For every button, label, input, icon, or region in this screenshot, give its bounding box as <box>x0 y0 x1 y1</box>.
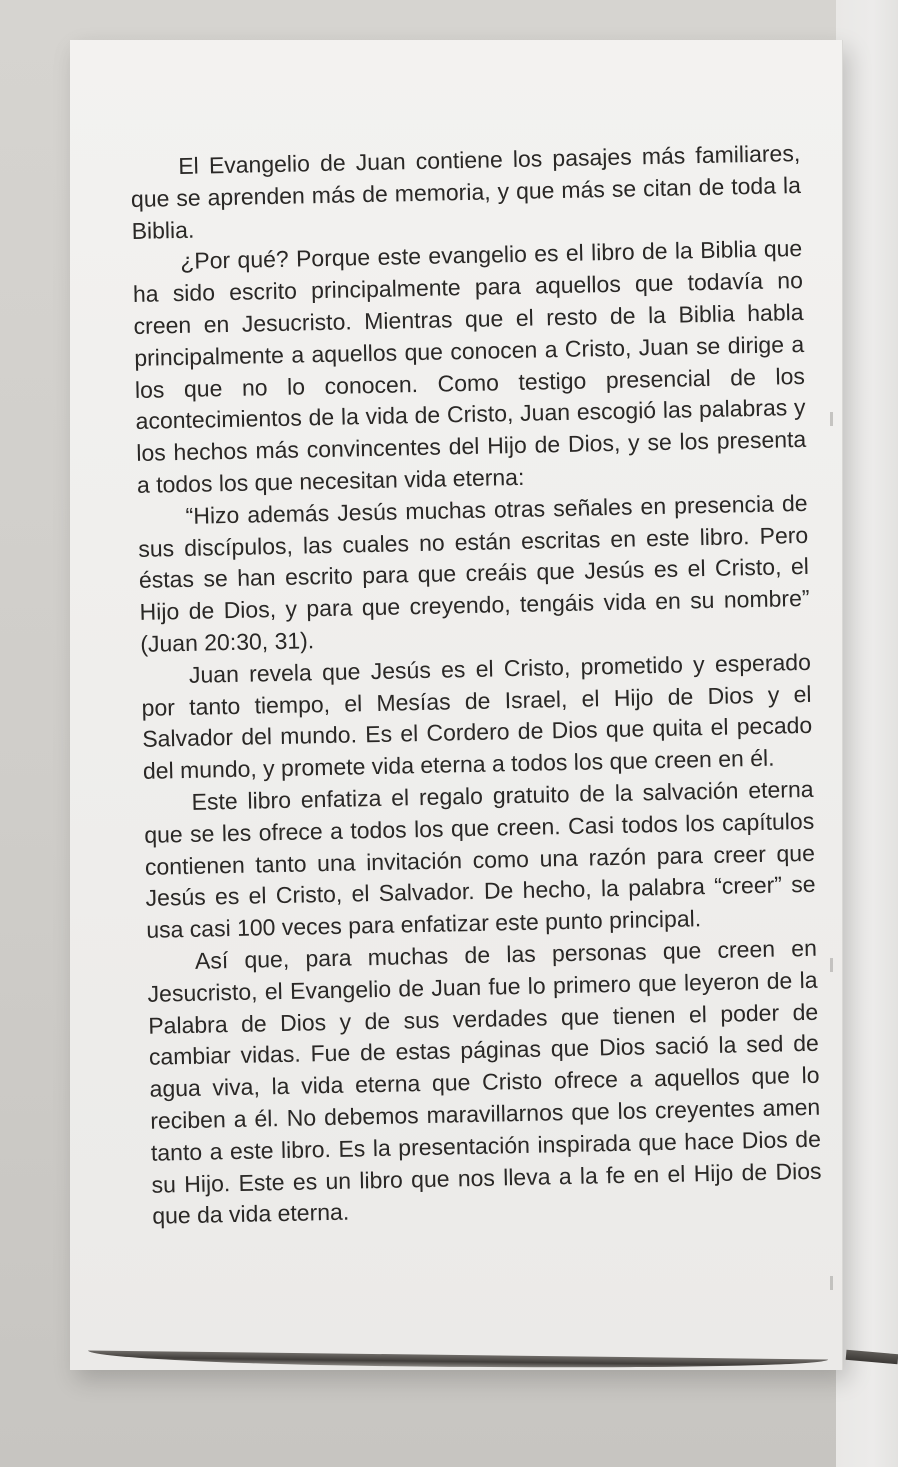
paragraph-revelation: Juan revela que Jesús es el Cristo, prometido y esperado por tanto tiempo, el Mesías de Israel, el Hijo de Dios y el Salvador del mundo. Es el Cordero de Dios que quita el pecado del mundo, y promete vida eterna a todos los que creen en él. <box>141 648 813 785</box>
paragraph-quotation: “Hizo además Jesús muchas otras señales en presencia de sus discípulos, las cuales no están escritas en este libro. Pero éstas se han escrito para que creáis que Jesús es el Cristo, el Hijo de Dios, y para que creyendo, tengáis vida en su nombre” (Juan 20:30, 31). <box>138 489 810 657</box>
edge-mark <box>830 412 833 426</box>
paragraph-salvation: Este libro enfatiza el regalo gratuito de la salvación eterna que se les ofrece a todos los que creen. Casi todos los capítulos contienen tanto una invitación como una razón para creer que Jesús es el Cristo, el Salvador. De hecho, la palabra “creer” se usa casi 100 veces para enfatizar este punto principal. <box>144 775 816 943</box>
page-text-body <box>130 138 822 1233</box>
adjacent-page-edge <box>836 0 898 1467</box>
paragraph-why: ¿Por qué? Porque este evangelio es el libro de la Biblia que ha sido escrito principalmente para aquellos que todavía no creen en Jesucristo. Mientras que el resto de la Biblia habla principalmente a aquellos que conocen a Cristo, Juan se dirige a los que no lo conocen. Como testigo presencial de los acontecimientos de la vida de Cristo, Juan escogió las palabras y los hechos más convincentes del Hijo de Dios, y se los presenta a todos los que necesitan vida eterna: <box>132 235 807 498</box>
edge-mark <box>830 958 833 972</box>
booklet-page <box>70 40 843 1370</box>
paragraph-intro: El Evangelio de Juan contiene los pasajes más familiares, que se aprenden más de memoria, y que más se citan de toda la Biblia. <box>130 139 802 244</box>
paragraph-conclusion: Así que, para muchas de las personas que creen en Jesucristo, el Evangelio de Juan fue lo primero que leyeron de la Palabra de Dios y de sus verdades que tienen el poder de cambiar vidas. Fue de estas páginas que Dios sació la sed de agua viva, la vida eterna que Cristo ofrece a aquellos que lo reciben a él. No debemos maravillarnos que los creyentes amen tanto a este libro. Es la presentación inspirada que hace Dios de su Hijo. Este es un libro que nos lleva a la fe en el Hijo de Dios que da vida eterna. <box>147 934 822 1230</box>
edge-mark <box>830 1276 833 1290</box>
